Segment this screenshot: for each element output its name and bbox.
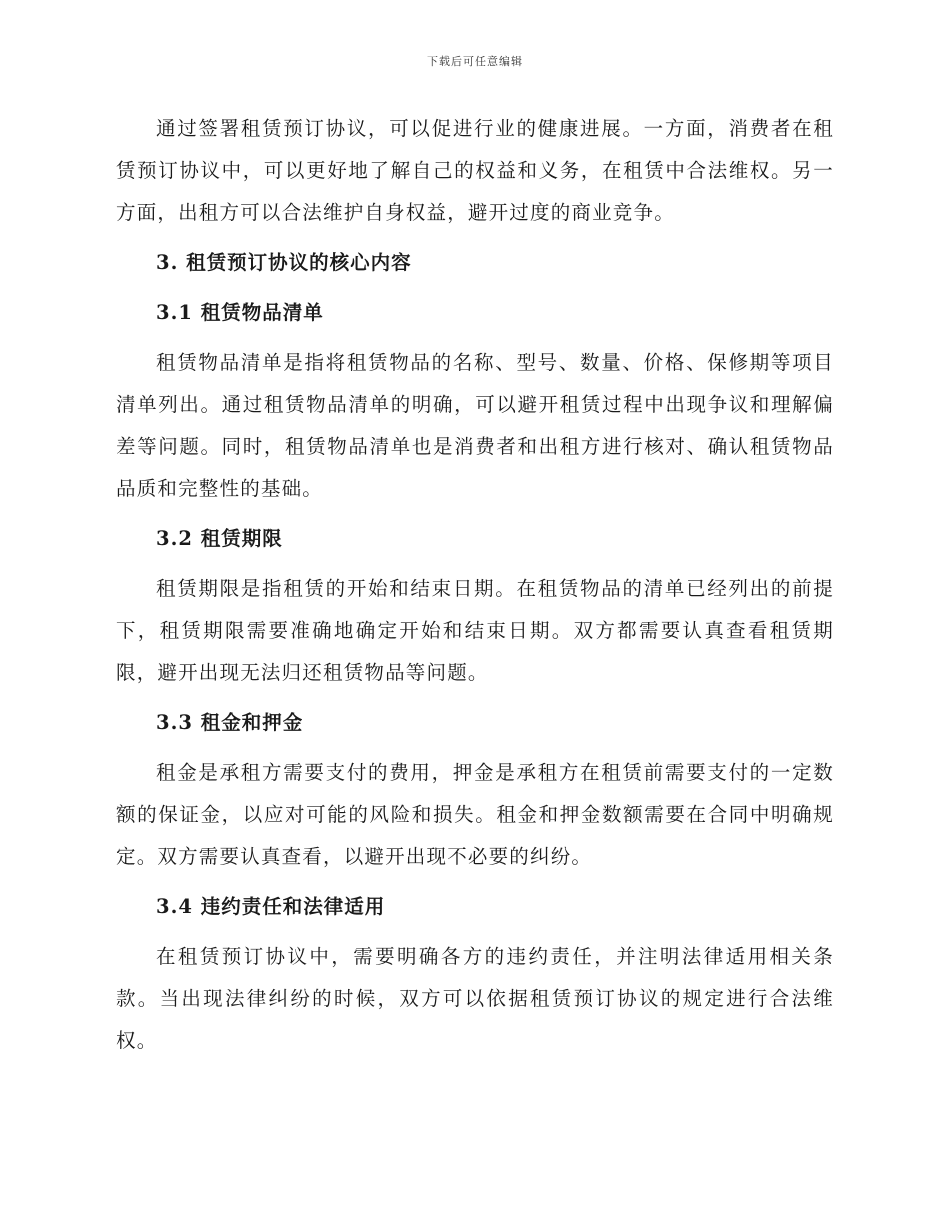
- page-header: 下载后可任意编辑: [427, 55, 523, 68]
- subsection-heading-3-1: 3.1 租赁物品清单: [156, 301, 324, 324]
- subsection-paragraph-3-2: 租赁期限是指租赁的开始和结束日期。在租赁物品的清单已经列出的前提下，租赁期限需要准确地确定开始和结束日期。双方都需要认真查看租赁期限，避开出现无法归还租赁物品等问题。: [116, 577, 834, 684]
- section-heading: 3. 租赁预订协议的核心内容: [156, 251, 412, 274]
- subsection-paragraph-3-4: 在租赁预订协议中，需要明确各方的违约责任，并注明法律适用相关条款。当出现法律纠纷的时候，双方可以依据租赁预订协议的规定进行合法维权。: [116, 945, 834, 1052]
- document-body: [116, 108, 834, 1070]
- intro-paragraph: 通过签署租赁预订协议，可以促进行业的健康进展。一方面，消费者在租赁预订协议中，可以更好地了解自己的权益和义务，在租赁中合法维权。另一方面，出租方可以合法维护自身权益，避开过度的商业竞争。: [116, 117, 834, 224]
- subsection-heading-3-2: 3.2 租赁期限: [156, 527, 283, 550]
- subsection-heading-3-4: 3.4 违约责任和法律适用: [156, 895, 386, 918]
- subsection-paragraph-3-1: 租赁物品清单是指将租赁物品的名称、型号、数量、价格、保修期等项目清单列出。通过租赁物品清单的明确，可以避开租赁过程中出现争议和理解偏差等问题。同时，租赁物品清单也是消费者和出租方进行核对、确认租赁物品品质和完整性的基础。: [116, 351, 834, 500]
- subsection-paragraph-3-3: 租金是承租方需要支付的费用，押金是承租方在租赁前需要支付的一定数额的保证金，以应对可能的风险和损失。租金和押金数额需要在合同中明确规定。双方需要认真查看，以避开出现不必要的纠纷。: [116, 761, 834, 868]
- subsection-heading-3-3: 3.3 租金和押金: [156, 711, 304, 734]
